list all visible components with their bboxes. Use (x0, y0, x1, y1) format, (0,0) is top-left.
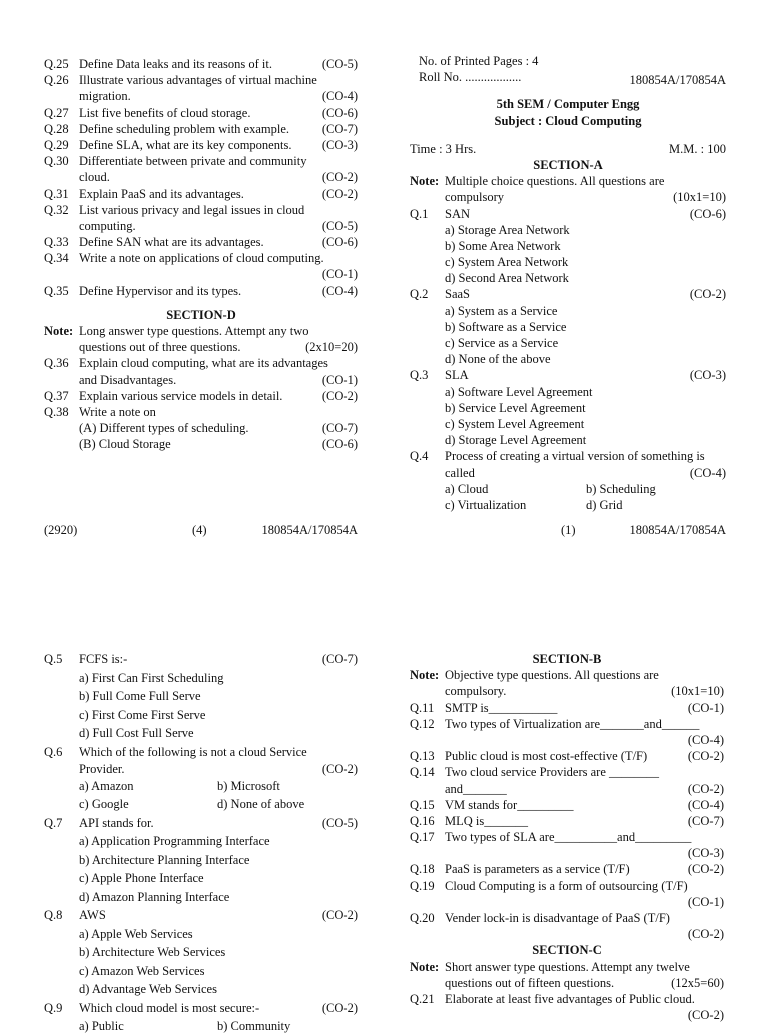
question-line: Q.33 Define SAN what are its advantages. (CO-6) (44, 235, 358, 250)
question-line: (CO-4) (687, 732, 724, 747)
option-row: a) System as a Service (445, 303, 558, 318)
question-line: Q.11 SMTP is___________ (CO-1) (410, 700, 724, 715)
question-line: Q.2 SaaS (CO-2) (410, 287, 726, 302)
question-line: Provider. (CO-2) (79, 761, 358, 776)
option-row: c) Amazon Web Services (79, 963, 205, 978)
question-line: and Disadvantages. (CO-1) (79, 372, 358, 387)
question-line: called (CO-4) (445, 465, 726, 480)
page-2 (44, 650, 358, 1036)
question-line: Q.1 SAN (CO-6) (410, 206, 726, 221)
question-line: Q.31 Explain PaaS and its advantages. (CO-2) (44, 186, 358, 201)
option-row: d) Storage Level Agreement (445, 433, 587, 448)
question-line: Q.17 Two types of SLA are__________and_________ (410, 830, 692, 845)
question-line: (CO-1) (687, 894, 724, 909)
section-c-heading: SECTION-C (532, 943, 602, 958)
option-row: b) Architecture Web Services (79, 945, 226, 959)
question-line: Q.5 FCFS is:- (CO-7) (44, 652, 358, 666)
question-line: Q.3 SLA (CO-3) (410, 368, 726, 383)
option-row: a) First Can First Scheduling (79, 670, 224, 685)
question-line: Q.4 Process of creating a virtual version of something is (410, 449, 705, 464)
option-row: b) Full Come Full Serve (79, 689, 201, 703)
question-line: Q.28 Define scheduling problem with example. (CO-7) (44, 121, 358, 136)
question-line: Q.19 Cloud Computing is a form of outsourcing (T/F) (410, 878, 688, 893)
question-line: (B) Cloud Storage (CO-6) (79, 437, 358, 452)
option-row: d) Amazon Planning Interface (79, 889, 230, 904)
subject-title: Subject : Cloud Computing (494, 113, 642, 128)
question-line: Q.27 List five benefits of cloud storage. (CO-6) (44, 105, 358, 120)
page-4 (44, 56, 358, 453)
option-row: d) Second Area Network (445, 271, 569, 286)
question-line: Q.15 VM stands for_________ (CO-4) (410, 797, 724, 812)
question-line: Q.26 Illustrate various advantages of virtual machine (44, 73, 317, 88)
option-row: c) Google d) None of above (79, 797, 305, 811)
question-line: Q.6 Which of the following is not a cloud Service (44, 744, 307, 759)
section-b-heading: SECTION-B (532, 652, 602, 666)
question-line: Q.7 API stands for. (CO-5) (44, 815, 358, 830)
option-row: a) Apple Web Services (79, 926, 193, 941)
time: Time : 3 Hrs. (410, 141, 477, 156)
question-line: cloud. (CO-2) (79, 170, 358, 185)
max-marks: M.M. : 100 (669, 141, 726, 156)
printed-pages: No. of Printed Pages : 4 (419, 54, 539, 68)
section-d-heading: SECTION-D (166, 307, 236, 322)
option-row: b) Software as a Service (445, 319, 567, 334)
question-line: Q.30 Differentiate between private and community (44, 154, 307, 169)
question-line: Q.25 Define Data leaks and its reasons of it. (CO-5) (44, 57, 358, 71)
option-row: a) Storage Area Network (445, 222, 570, 237)
question-line: and_______ (CO-2) (445, 781, 724, 796)
paper-id: 180854A/170854A (629, 73, 726, 88)
option-row: a) Software Level Agreement (445, 384, 593, 399)
option-row: c) System Level Agreement (445, 416, 585, 431)
option-row: a) Application Programming Interface (79, 834, 270, 848)
question-line: (CO-2) (687, 927, 724, 942)
roll-no: Roll No. .................. (419, 70, 522, 85)
note-line: Note: Long answer type questions. Attempt any two (44, 324, 309, 338)
question-line: Q.9 Which cloud model is most secure:- (CO-2) (44, 1000, 358, 1015)
question-line: Q.20 Vender lock-in is disadvantage of PaaS (T/F) (410, 911, 670, 925)
question-line: (A) Different types of scheduling. (CO-7) (79, 421, 358, 436)
question-line: Q.36 Explain cloud computing, what are its advantages (44, 356, 328, 371)
option-row: b) Service Level Agreement (445, 400, 586, 415)
question-line: Q.38 Write a note on (44, 404, 156, 419)
question-line: Q.16 MLQ is_______ (CO-7) (410, 813, 724, 828)
option-row: b) Architecture Planning Interface (79, 852, 250, 867)
question-line: Q.14 Two cloud service Providers are ________ (410, 765, 660, 780)
question-line: Q.32 List various privacy and legal issues in cloud (44, 202, 305, 217)
question-line: Q.13 Public cloud is most cost-effective (T/F) (CO-2) (410, 749, 724, 764)
question-line: (CO-1) (321, 267, 358, 282)
option-row: d) Advantage Web Services (79, 982, 217, 996)
page-1: No. of Printed Pages : 4 Roll No. .................. 180854A/170854A 5th SEM / Computer Engg Subject : Cloud Computing Time : 3 Hrs. M.M. : 100 SECTION-A Note: Multiple choice questions. All questions are compulsory (10x1=10) Q.1 SAN (CO-6) a) Storage Area Network b) Some Area Network c) System Area Network d) Second Area Network Q.2 SaaS (CO-2) a) System as a Service b) Software as a Service c) Service as a Service d) None of the above Q.3 SLA (CO-3) a) Software Level Agreement b) Service Level Agreement c) System Level Agreement d) Storage Level Agreement Q.4 Process of creating a virtual version of something is called (CO-4) a) Cloud b) Scheduling c) Virtualization d) Grid (410, 54, 726, 512)
option-row: d) Full Cost Full Serve (79, 726, 194, 740)
option-row: c) System Area Network (445, 255, 569, 270)
option-row: b) Some Area Network (445, 238, 561, 253)
question-line: Q.37 Explain various service models in detail. (CO-2) (44, 388, 358, 403)
question-line: Q.18 PaaS is parameters as a service (T/F) (CO-2) (410, 862, 724, 877)
option-row: a) Public b) Community (79, 1019, 291, 1033)
option-row: a) Cloud b) Scheduling (445, 481, 656, 496)
option-row: c) Apple Phone Interface (79, 871, 204, 885)
question-line: Q.34 Write a note on applications of cloud computing. (44, 251, 324, 266)
question-line: Q.35 Define Hypervisor and its types. (CO-4) (44, 283, 358, 298)
page-3: SECTION-B Note: Objective type questions. All questions are compulsory. (10x1=10) Q.11 SMTP is___________ (CO-1) Q.12 Two types of Virtualization are_______and______ (CO-4) Q.13 Public cloud is most cost-effective (T/F) (CO-2) Q.14 Two cloud service Providers are ________ and_______ (CO-2) Q.15 VM stands for_________ (CO-4) Q.16 MLQ is_______ (CO-7) Q.17 Two types of SLA are__________and_________ (CO-3) Q.18 PaaS is parameters as a service (T/F) (CO-2) Q.19 Cloud Computing is a form of outsourcing (T/F) (CO-1) Q.20 Vender lock-in is disadvantage of PaaS (T/F) (CO-2) SECTION-C Note: Short answer type questions. Attempt any twelve questions out of fifteen questions. (12x5=60) Q.21 Elaborate at least five advantages of Public cloud. (CO-2) (410, 652, 724, 1023)
option-row: c) Service as a Service (445, 336, 559, 350)
question-line: computing. (CO-5) (79, 218, 358, 233)
note-line: questions out of three questions. (2x10=20) (79, 340, 358, 355)
option-row: c) Virtualization d) Grid (445, 497, 623, 512)
question-line: Q.8 AWS (CO-2) (44, 908, 358, 922)
option-row: a) Amazon b) Microsoft (79, 778, 280, 793)
question-line: Q.21 Elaborate at least five advantages of Public cloud. (410, 991, 695, 1006)
question-line: Q.29 Define SLA, what are its key components. (CO-3) (44, 137, 358, 152)
option-row: d) None of the above (445, 352, 551, 367)
question-line: migration. (CO-4) (79, 89, 358, 104)
section-a-heading: SECTION-A (533, 157, 603, 172)
question-line: Q.12 Two types of Virtualization are_______and______ (410, 716, 700, 731)
semester-title: 5th SEM / Computer Engg (496, 97, 640, 112)
question-line: (CO-3) (687, 846, 724, 861)
option-row: c) First Come First Serve (79, 707, 206, 722)
